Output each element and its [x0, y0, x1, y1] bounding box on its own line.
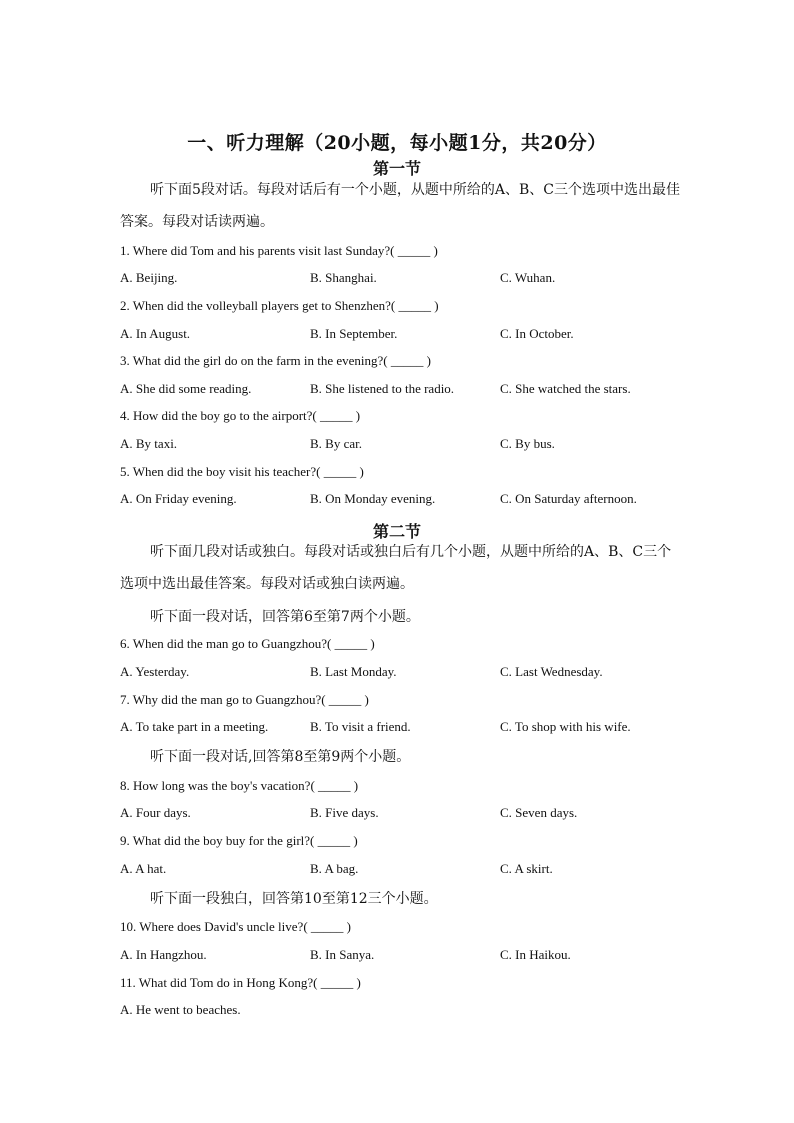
- option-a: A. On Friday evening.: [120, 491, 237, 506]
- option-a: A. Four days.: [120, 805, 191, 820]
- option-b: B. She listened to the radio.: [310, 381, 455, 396]
- option-c: C. By bus.: [500, 436, 555, 451]
- option-a: A. In August.: [120, 326, 191, 341]
- options-10: [120, 947, 720, 965]
- option-b: B. Last Monday.: [310, 664, 397, 679]
- option-a: A. To take part in a meeting.: [120, 719, 269, 734]
- options-3: [120, 381, 720, 399]
- options-6: [120, 664, 720, 682]
- option-b: B. By car.: [310, 436, 362, 451]
- question-1: 1. Where did Tom and his parents visit last Sunday?( _____ ): [120, 243, 438, 258]
- question-10: 10. Where does David's uncle live?( _____ ): [120, 919, 351, 934]
- option-b: B. In Sanya.: [310, 947, 375, 962]
- option-a: A. Yesterday.: [120, 664, 190, 679]
- options-2: [120, 326, 720, 344]
- section-1-heading: 第一节: [372, 159, 421, 178]
- question-6: 6. When did the man go to Guangzhou?( _____ ): [120, 636, 375, 651]
- section-1-instruction: 听下面5段对话。每段对话后有一个小题，从题中所给的A、B、C三个选项中选出最佳答案。每段对话读两遍。: [120, 182, 681, 230]
- question-8: 8. How long was the boy's vacation?( _____ ): [120, 778, 359, 793]
- option-b: B. Five days.: [310, 805, 379, 820]
- question-5: 5. When did the boy visit his teacher?( _____ ): [120, 464, 364, 479]
- option-a: A. She did some reading.: [120, 381, 252, 396]
- option-c: C. She watched the stars.: [500, 381, 631, 396]
- option-b: B. To visit a friend.: [310, 719, 411, 734]
- option-c: C. To shop with his wife.: [500, 719, 631, 734]
- option-c: C. On Saturday afternoon.: [500, 491, 637, 506]
- options-4: [120, 436, 720, 454]
- question-2: 2. When did the volleyball players get to Shenzhen?( _____ ): [120, 298, 439, 313]
- option-a: A. By taxi.: [120, 436, 178, 451]
- question-4: 4. How did the boy go to the airport?( _____ ): [120, 408, 361, 423]
- option-c: C. A skirt.: [500, 861, 553, 876]
- options-5: [120, 491, 720, 509]
- section-2-heading: 第二节: [372, 522, 421, 541]
- option-b: B. A bag.: [310, 861, 359, 876]
- options-7: [120, 719, 720, 737]
- section-2-instruction: 听下面几段对话或独白。每段对话或独白后有几个小题，从题中所给的A、B、C三个选项中选出最佳答案。每段对话或独白读两遍。: [120, 544, 672, 592]
- sub-instruction-8-9: 听下面一段对话,回答第8至第9两个小题。: [150, 749, 411, 765]
- sub-instruction-6-7: 听下面一段对话，回答第6至第7两个小题。: [150, 609, 420, 625]
- options-9: [120, 861, 720, 879]
- question-11: 11. What did Tom do in Hong Kong?( _____ ): [120, 975, 361, 990]
- option-c: C. Wuhan.: [500, 270, 556, 285]
- option-b: B. Shanghai.: [310, 270, 377, 285]
- sub-instruction-10-12: 听下面一段独白，回答第10至第12三个小题。: [150, 891, 438, 907]
- option-c: C. In October.: [500, 326, 574, 341]
- option-c: C. Last Wednesday.: [500, 664, 603, 679]
- option-b: B. In September.: [310, 326, 398, 341]
- option-a: A. A hat.: [120, 861, 167, 876]
- question-9: 9. What did the boy buy for the girl?( _____ ): [120, 833, 358, 848]
- option-a: A. He went to beaches.: [120, 1002, 241, 1017]
- question-7: 7. Why did the man go to Guangzhou?( _____ ): [120, 692, 369, 707]
- options-1: [120, 270, 720, 288]
- page-title: 一、听力理解（20小题，每小题1分，共20分）: [187, 132, 607, 154]
- options-8: [120, 805, 720, 823]
- question-3: 3. What did the girl do on the farm in the evening?( _____ ): [120, 353, 431, 368]
- option-c: C. Seven days.: [500, 805, 578, 820]
- option-c: C. In Haikou.: [500, 947, 571, 962]
- options-11: [120, 1002, 720, 1020]
- option-b: B. On Monday evening.: [310, 491, 436, 506]
- option-a: A. In Hangzhou.: [120, 947, 207, 962]
- option-a: A. Beijing.: [120, 270, 178, 285]
